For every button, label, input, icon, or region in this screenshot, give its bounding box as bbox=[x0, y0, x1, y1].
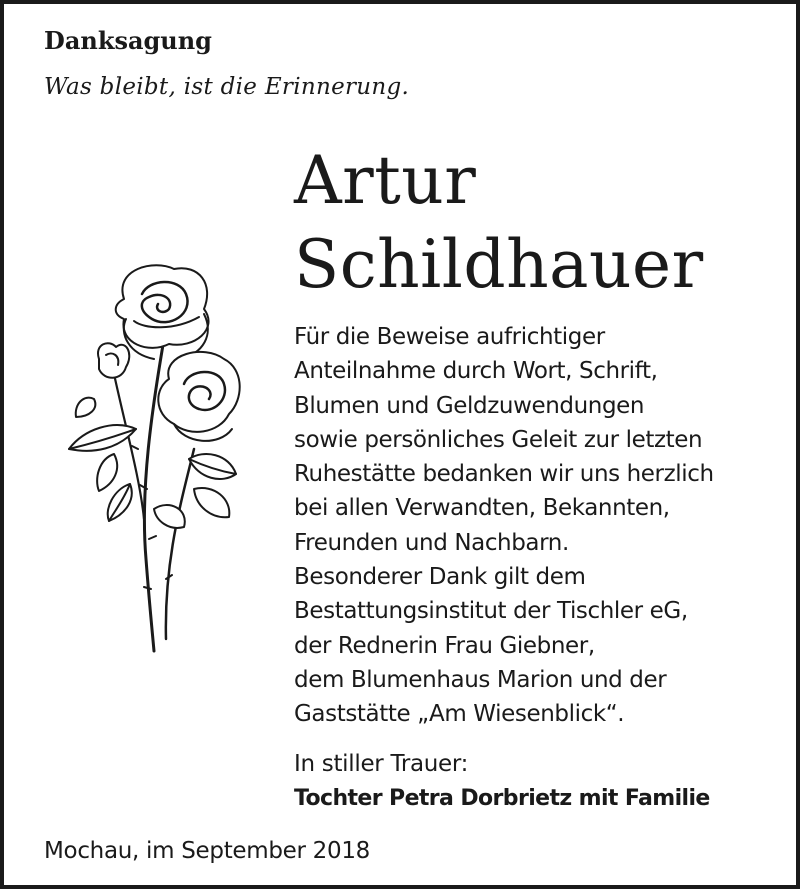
last-name: Schildhauer bbox=[294, 226, 704, 303]
body-line: Blumen und Geldzuwendungen bbox=[294, 392, 645, 419]
body-line: dem Blumenhaus Marion und der bbox=[294, 666, 667, 693]
body-line: Ruhestätte bedanken wir uns herzlich bbox=[294, 461, 714, 488]
place-date: Mochau, im September 2018 bbox=[44, 838, 371, 864]
motto: Was bleibt, ist die Erinnerung. bbox=[44, 74, 410, 100]
thank-you-text bbox=[294, 320, 714, 732]
rose-icon bbox=[54, 259, 249, 659]
body-line: Freunden und Nachbarn. bbox=[294, 529, 569, 556]
body-line: Gaststätte „Am Wiesenblick“. bbox=[294, 701, 625, 728]
body-line: der Rednerin Frau Giebner, bbox=[294, 632, 595, 659]
first-name: Artur bbox=[294, 142, 477, 219]
body-line: Anteilnahme durch Wort, Schrift, bbox=[294, 358, 658, 385]
body-line: sowie persönliches Geleit zur letzten bbox=[294, 426, 703, 453]
body-line: bei allen Verwandten, Bekannten, bbox=[294, 495, 670, 522]
body-line: Bestattungsinstitut der Tischler eG, bbox=[294, 598, 688, 625]
heading: Danksagung bbox=[44, 26, 212, 55]
deceased-name bbox=[294, 139, 704, 307]
signoff: In stiller Trauer: bbox=[294, 751, 469, 777]
body-line: Für die Beweise aufrichtiger bbox=[294, 324, 605, 350]
body-line: Besonderer Dank gilt dem bbox=[294, 564, 586, 591]
signoff-name: Tochter Petra Dorbrietz mit Familie bbox=[294, 786, 710, 811]
